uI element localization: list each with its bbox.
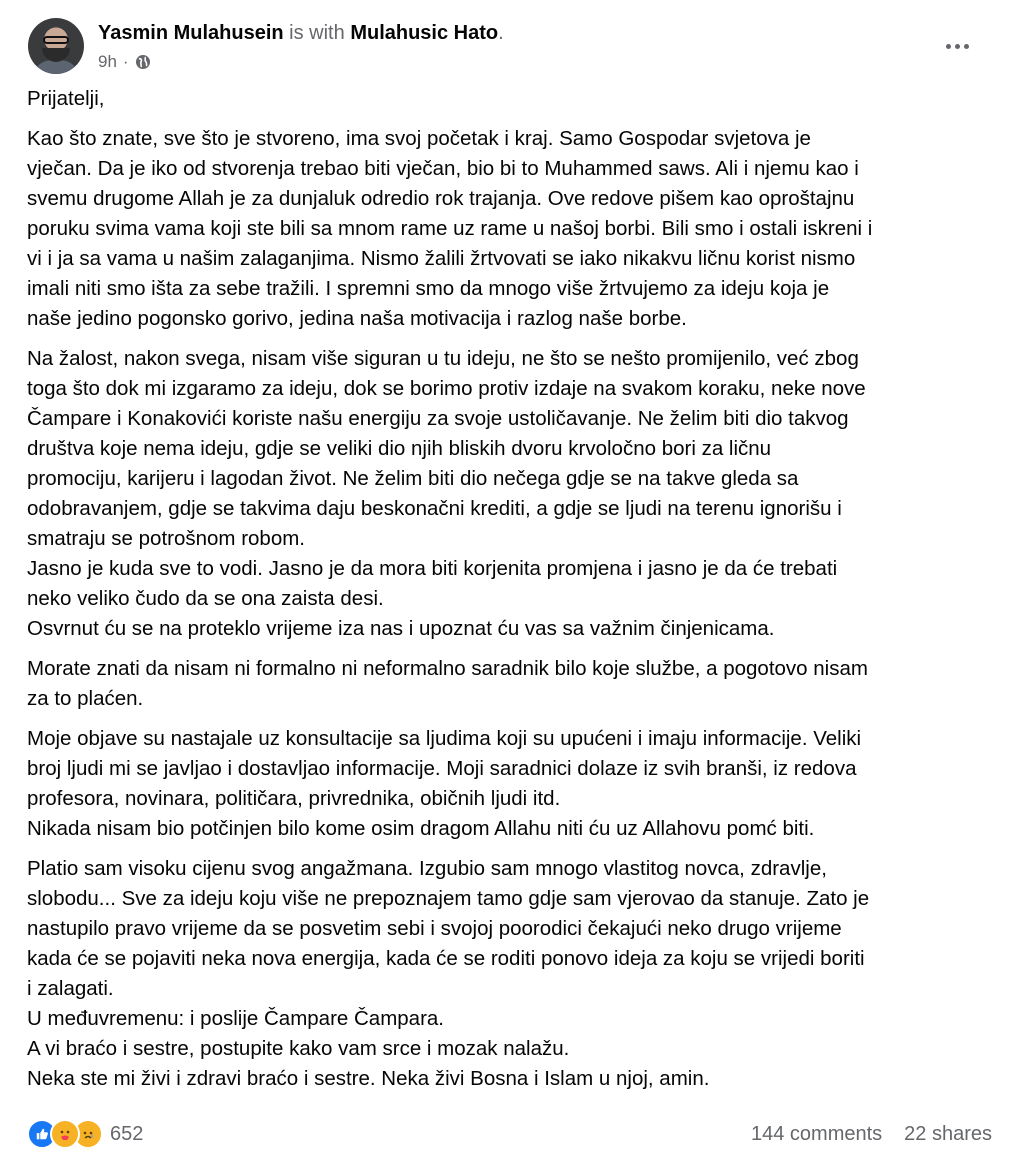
post-paragraph: [27, 724, 992, 844]
post-text-line: slobodu... Sve za ideju koju više ne prepoznajem tamo gdje sam vjerovao da stanuje. Zato je: [27, 887, 870, 910]
post-text-line: poruku svima vama koji ste bili sa mnom rame uz rame u našoj borbi. Bili smo i ostali iskreni i: [27, 217, 873, 240]
post-text-line: neko veliko čudo da se ona zaista desi.: [27, 587, 384, 610]
globe-icon[interactable]: [135, 54, 151, 70]
reactions-summary[interactable]: [27, 1119, 96, 1149]
post-timestamp[interactable]: 9h: [98, 52, 117, 71]
post-text-line: smatraju se potrošnom robom.: [27, 527, 306, 550]
more-options-icon[interactable]: [939, 34, 975, 58]
tagged-person[interactable]: Mulahusic Hato: [350, 22, 499, 44]
avatar-glasses: [43, 36, 69, 44]
post-text-line: broj ljudi mi se javljao i dostavljao informacije. Moji saradnici dolaze iz svih branši, iz redova: [27, 757, 857, 780]
reactions-count[interactable]: 652: [110, 1122, 144, 1145]
post-meta: [98, 52, 151, 72]
post-text-line: društva koje nema ideju, gdje se veliki dio njih bliskih dvoru krvoločno bori za ličnu: [27, 437, 772, 460]
post-paragraph: [27, 654, 992, 714]
post-text-line: U međuvremenu: i poslije Čampare Čampara.: [27, 1007, 445, 1030]
care-reaction-icon: [50, 1119, 80, 1149]
post-paragraph: [27, 854, 992, 1094]
post-text-line: naše jedino pogonsko gorivo, jedina naša motivacija i razlog naše borbe.: [27, 307, 687, 330]
author-name[interactable]: Yasmin Mulahusein: [98, 22, 284, 44]
post-text-line: za to plaćen.: [27, 687, 144, 710]
post-text-line: svemu drugome Allah je za dunjaluk odredio rok trajanja. Ove redove pišem kao oproštajnu: [27, 187, 855, 210]
post-text-line: A vi braćo i sestre, postupite kako vam srce i mozak nalažu.: [27, 1037, 570, 1060]
author-line: [98, 20, 504, 46]
post-text-line: Kao što znate, sve što je stvoreno, ima svoj početak i kraj. Samo Gospodar svjetova je: [27, 127, 811, 150]
post-text-line: i zalagati.: [27, 977, 114, 1000]
meta-separator: ·: [122, 52, 129, 71]
post-paragraph: [27, 124, 992, 334]
post-text-line: Prijatelji,: [27, 87, 105, 110]
post-text-line: Čampare i Konakovići koriste našu energiju za svoje ustoličavanje. Ne želim biti dio takvog: [27, 407, 849, 430]
comments-count[interactable]: 144 comments: [750, 1122, 883, 1145]
post-text-line: odobravanjem, gdje se takvima daju beskonačni krediti, a gdje se ljudi na terenu ignorišu i: [27, 497, 842, 520]
post-text-line: Jasno je kuda sve to vodi. Jasno je da mora biti korjenita promjena i jasno je da će trebati: [27, 557, 838, 580]
post-text-line: nastupilo pravo vrijeme da se posvetim sebi i svojoj poorodici čekajući neko drugo vrijeme: [27, 917, 842, 940]
post-text-line: profesora, novinara, političara, privrednika, običnih ljudi itd.: [27, 787, 561, 810]
post-text-line: Moje objave su nastajale uz konsultacije sa ljudima koji su upućeni i imaju informacije. Veliki: [27, 727, 862, 750]
more-dot: [946, 44, 951, 49]
post-text-line: kada će se pojaviti neka nova energija, kada će se roditi ponovo ideja za koju se vrijedi boriti: [27, 947, 865, 970]
post-paragraph: [27, 344, 992, 644]
avatar-shoulders: [32, 60, 80, 74]
post-text-line: toga što dok mi izgaramo za ideju, dok se borimo protiv izdaje na svakom koraku, neke nove: [27, 377, 866, 400]
post-paragraph: [27, 84, 992, 114]
post-text-line: vi i ja sa vama u našim zalaganjima. Nismo žalili žrtvovati se iako nikakvu ličnu korist nismo: [27, 247, 856, 270]
post-text-line: Neka ste mi živi i zdravi braćo i sestre. Neka živi Bosna i Islam u njoj, amin.: [27, 1067, 710, 1090]
post-text-line: Nikada nisam bio potčinjen bilo kome osim dragom Allahu niti ću uz Allahovu pomć biti.: [27, 817, 815, 840]
post-text-line: Na žalost, nakon svega, nisam više siguran u tu ideju, ne što se nešto promijenilo, već zbog: [27, 347, 859, 370]
post-text: [27, 84, 992, 1104]
author-avatar[interactable]: [28, 18, 84, 74]
author-line-period: .: [498, 22, 504, 44]
with-text: is with: [289, 22, 345, 44]
post-text-line: Platio sam visoku cijenu svog angažmana. Izgubio sam mnogo vlastitog novca, zdravlje,: [27, 857, 827, 880]
more-dot: [955, 44, 960, 49]
post-text-line: imali niti smo išta za sebe tražili. I spremni smo da mnogo više žrtvujemo za ideju koja je: [27, 277, 830, 300]
post-text-line: Osvrnut ću se na proteklo vrijeme iza nas i upoznat ću vas sa važnim činjenicama.: [27, 617, 775, 640]
shares-count[interactable]: 22 shares: [904, 1122, 992, 1145]
post-text-line: Morate znati da nisam ni formalno ni neformalno saradnik bilo koje službe, a pogotovo nisam: [27, 657, 868, 680]
post-text-line: promociju, karijeru i lagodan život. Ne želim biti dio nečega gdje se na takve gleda sa: [27, 467, 799, 490]
engagement-stats: [751, 1123, 992, 1146]
more-dot: [964, 44, 969, 49]
post-header: [22, 14, 995, 84]
post-text-line: vječan. Da je iko od stvorenja trebao biti vječan, bio bi to Muhammed saws. Ali i njemu kao i: [27, 157, 859, 180]
post-stats-bar: [27, 1118, 992, 1150]
